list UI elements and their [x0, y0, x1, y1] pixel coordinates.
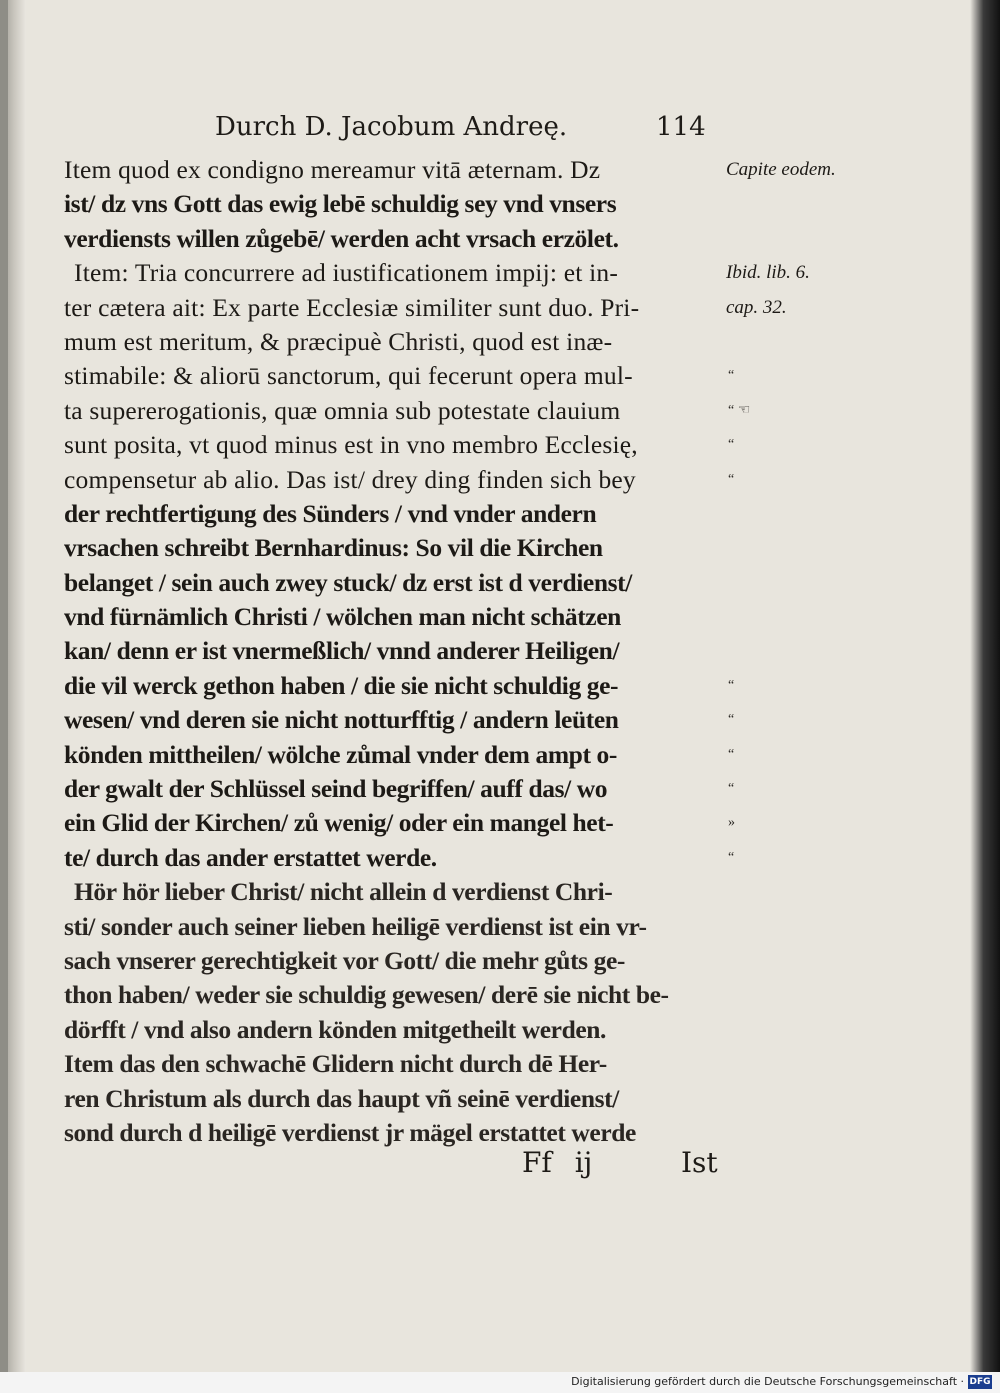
margin-spacer	[726, 531, 876, 565]
text-line: sunt posita, vt quod minus est in vno membro Ecclesię,	[64, 430, 638, 460]
running-title: Durch D. Jacobum Andreę.	[215, 112, 568, 142]
text-line: sach vnserer gerechtigkeit vor Gott/ die mehr gůts ge-	[64, 945, 626, 975]
quotation-mark: “	[728, 781, 735, 797]
margin-spacer	[726, 634, 876, 668]
text-line: ist/ dz vns Gott das ewig lebē schuldig sey vnd vnsers	[64, 189, 617, 219]
quotation-mark: “	[728, 746, 735, 762]
signature-mark: Ff ij	[522, 1146, 593, 1179]
margin-note: Capite eodem.	[726, 159, 836, 180]
quotation-mark: “	[728, 471, 735, 487]
dfg-logo: DFG	[969, 1377, 991, 1387]
quotation-mark: “ ☜	[728, 402, 751, 418]
text-line: der gwalt der Schlüssel seind begriffen/ auff das/ wo	[64, 774, 608, 804]
margin-spacer	[726, 566, 876, 600]
margin-spacer	[726, 222, 876, 256]
text-line: te/ durch das ander erstattet werde.	[64, 842, 437, 872]
quotation-mark: “	[728, 368, 735, 384]
margin-spacer	[726, 325, 876, 359]
text-line: vrsachen schreibt Bernhardinus: So vil die Kirchen	[64, 533, 603, 563]
text-line: kan/ denn er ist vnermeßlich/ vnnd anderer Heiligen/	[64, 636, 620, 666]
margin-spacer	[726, 187, 876, 221]
text-line: Item quod ex condigno mereamur vitā æternam. Dz	[64, 155, 601, 184]
body-text	[64, 153, 729, 1150]
margin-note: Ibid. lib. 6.	[726, 262, 810, 284]
text-line: vnd fürnämlich Christi / wölchen man nicht schätzen	[64, 602, 621, 632]
page-number: 114	[656, 112, 706, 142]
text-line: belanget / sein auch zwey stuck/ dz erst ist d verdienst/	[64, 567, 632, 597]
text-line: Item das den schwachē Glidern nicht durch dē Her-	[64, 1049, 607, 1079]
text-line: der rechtfertigung des Sünders / vnd vnder andern	[64, 498, 597, 528]
text-line: ein Glid der Kirchen/ zů wenig/ oder ein mangel het-	[64, 808, 614, 838]
credit-text: Digitalisierung gefördert durch die Deutsche Forschungsgemeinschaft ·	[571, 1375, 964, 1388]
digitization-credit-bar	[0, 1372, 1000, 1393]
text-line: könden mittheilen/ wölche zůmal vnder dem ampt o-	[64, 739, 617, 769]
text-line: verdiensts willen zůgebē/ werden acht vrsach erzölet.	[64, 223, 619, 253]
text-line: wesen/ vnd deren sie nicht notturfftig / andern leüten	[64, 705, 619, 735]
text-line: sti/ sonder auch seiner lieben heiligē verdienst ist ein vr-	[64, 911, 647, 941]
margin-spacer	[726, 600, 876, 634]
quotation-mark: “	[728, 677, 735, 693]
text-line: dörfft / vnd also andern könden mitgetheilt werden.	[64, 1014, 607, 1044]
page-footer	[0, 1146, 1000, 1186]
text-line: compensetur ab alio. Das ist/ drey ding finden sich bey	[64, 464, 636, 494]
quotation-mark: “	[728, 712, 735, 728]
text-line: mum est meritum, & præcipuè Christi, quod est inæ-	[64, 326, 613, 356]
text-line: sond durch d heiligē verdienst jr mägel erstattet werde	[64, 1117, 636, 1147]
quotation-mark: »	[728, 815, 735, 831]
page-header	[0, 112, 1000, 148]
margin-notes	[726, 153, 876, 875]
text-line: stimabile: & aliorū sanctorum, qui fecerunt opera mul-	[64, 361, 633, 391]
margin-spacer	[726, 497, 876, 531]
quotation-mark: “	[728, 437, 735, 453]
text-line: thon haben/ weder sie schuldig gewesen/ derē sie nicht be-	[64, 980, 669, 1010]
quotation-mark: “	[728, 849, 735, 865]
text-line: die vil werck gethon haben / die sie nicht schuldig ge-	[64, 670, 619, 700]
text-line: ta supererogationis, quæ omnia sub potestate clauium	[64, 395, 621, 425]
text-line: Item: Tria concurrere ad iustificationem impij: et in-	[74, 258, 619, 288]
text-line: ter cætera ait: Ex parte Ecclesiæ similiter sunt duo. Pri-	[64, 292, 640, 322]
margin-note: cap. 32.	[726, 296, 787, 318]
text-line: Hör hör lieber Christ/ nicht allein d verdienst Chri-	[74, 877, 613, 907]
catchword: Ist	[681, 1146, 718, 1179]
text-line: ren Christum als durch das haupt vñ seinē verdienst/	[64, 1083, 619, 1113]
